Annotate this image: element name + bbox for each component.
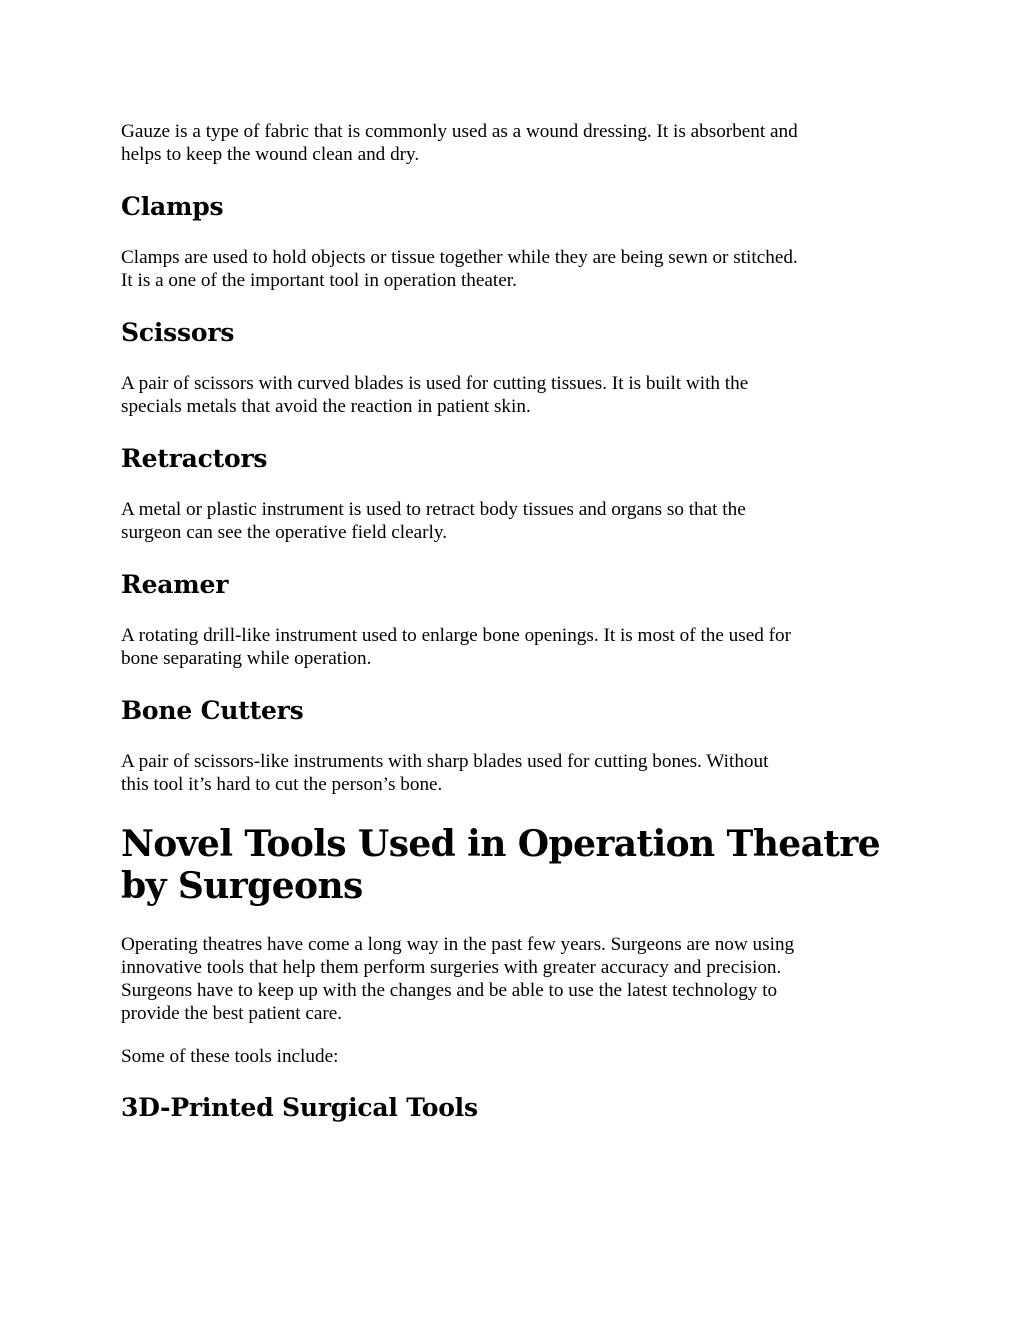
clamps-paragraph: Clamps are used to hold objects or tissue together while they are being sewn or stitched. It is a one of the important tool in operation theater. bbox=[121, 247, 798, 291]
scissors-heading: Scissors bbox=[121, 318, 235, 347]
clamps-heading: Clamps bbox=[121, 192, 224, 221]
bone-cutters-paragraph: A pair of scissors-like instruments with sharp blades used for cutting bones. Without this tool it’s hard to cut the person’s bone. bbox=[121, 751, 769, 795]
reamer-paragraph: A rotating drill-like instrument used to enlarge bone openings. It is most of the used for bone separating while operation. bbox=[121, 625, 792, 669]
some-tools-paragraph: Some of these tools include: bbox=[121, 1046, 339, 1067]
scissors-paragraph: A pair of scissors with curved blades is used for cutting tissues. It is built with the specials metals that avoid the reaction in patient skin. bbox=[121, 373, 749, 417]
retractors-heading: Retractors bbox=[121, 444, 268, 473]
bone-cutters-heading: Bone Cutters bbox=[121, 696, 304, 725]
printed-tools-heading: 3D-Printed Surgical Tools bbox=[121, 1093, 478, 1122]
retractors-paragraph: A metal or plastic instrument is used to retract body tissues and organs so that the surgeon can see the operative field clearly. bbox=[121, 499, 746, 543]
reamer-heading: Reamer bbox=[121, 570, 229, 599]
novel-tools-paragraph: Operating theatres have come a long way in the past few years. Surgeons are now using innovative tools that help them perform surgeries with greater accuracy and precision. Surgeons have to keep up with the changes and be able to use the latest technology to provide the best patient care. bbox=[121, 934, 795, 1024]
gauze-paragraph: Gauze is a type of fabric that is commonly used as a wound dressing. It is absorbent and helps to keep the wound clean and dry. bbox=[121, 121, 798, 165]
novel-tools-heading: Novel Tools Used in Operation Theatre by Surgeons bbox=[121, 823, 881, 907]
